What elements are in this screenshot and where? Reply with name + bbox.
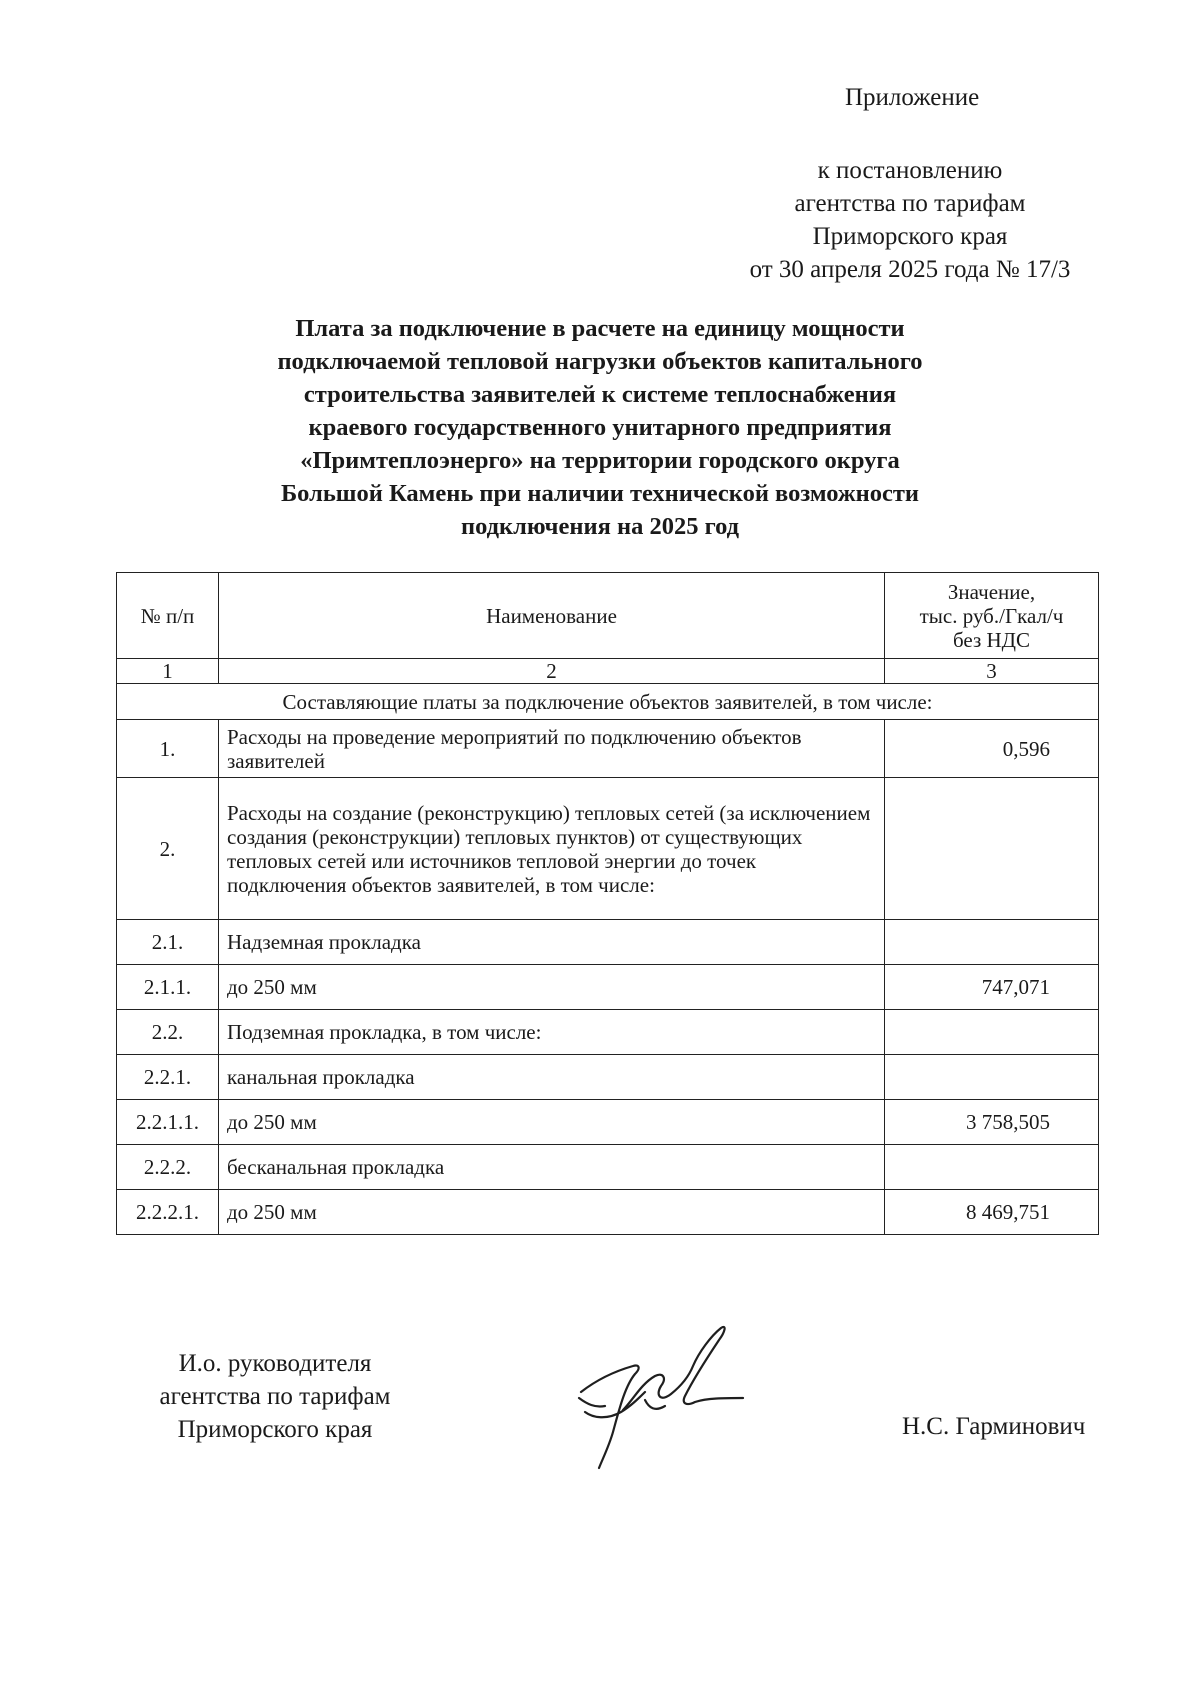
table-row	[117, 1190, 1099, 1235]
header-value-line: без НДС	[952, 627, 1031, 652]
header-name: Наименование	[219, 573, 885, 659]
row-value	[885, 778, 1099, 920]
title-line: «Примтеплоэнерго» на территории городского округа	[300, 447, 900, 474]
position-line: агентства по тарифам	[159, 1383, 391, 1410]
section-label: Составляющие платы за подключение объектов заявителей, в том числе:	[117, 684, 1099, 720]
row-num: 1.	[117, 720, 219, 778]
position-line: Приморского края	[177, 1416, 373, 1443]
table-row	[117, 1145, 1099, 1190]
tariff-table	[116, 572, 1099, 1235]
table-row	[117, 1100, 1099, 1145]
row-value: 747,071	[885, 965, 1099, 1010]
table-row	[117, 778, 1099, 920]
title-line: подключения на 2025 год	[460, 513, 740, 540]
row-name: до 250 мм	[219, 1190, 885, 1235]
row-num: 2.1.1.	[117, 965, 219, 1010]
row-value: 3 758,505	[885, 1100, 1099, 1145]
row-value	[885, 920, 1099, 965]
table-row	[117, 720, 1099, 778]
table-row	[117, 920, 1099, 965]
row-num: 2.2.2.1.	[117, 1190, 219, 1235]
row-value: 8 469,751	[885, 1190, 1099, 1235]
table-row	[117, 1055, 1099, 1100]
position-line: И.о. руководителя	[178, 1350, 372, 1377]
row-num: 2.2.1.1.	[117, 1100, 219, 1145]
column-number-row	[117, 659, 1099, 684]
title-line: Плата за подключение в расчете на единицу мощности	[295, 315, 905, 342]
row-name: до 250 мм	[219, 965, 885, 1010]
title-line: строительства заявителей к системе теплоснабжения	[303, 381, 897, 408]
row-num: 2.	[117, 778, 219, 920]
appendix-title: Приложение	[845, 84, 980, 111]
signatory-position	[120, 1347, 430, 1446]
column-number: 1	[117, 659, 219, 684]
title-line: Большой Камень при наличии технической возможности	[280, 480, 920, 507]
section-row	[117, 684, 1099, 720]
appendix-line: от 30 апреля 2025 года № 17/3	[749, 256, 1071, 283]
row-name: до 250 мм	[219, 1100, 885, 1145]
signatory-name: Н.С. Гарминович	[902, 1413, 1086, 1440]
row-name: канальная прокладка	[219, 1055, 885, 1100]
table-row	[117, 1010, 1099, 1055]
row-value	[885, 1055, 1099, 1100]
row-num: 2.2.1.	[117, 1055, 219, 1100]
row-name: Подземная прокладка, в том числе:	[219, 1010, 885, 1055]
title-line: краевого государственного унитарного предприятия	[308, 414, 892, 441]
appendix-line: Приморского края	[812, 223, 1008, 250]
row-name: Расходы на проведение мероприятий по подключению объектов заявителей	[219, 720, 885, 778]
document-title	[150, 312, 1050, 543]
header-value	[885, 573, 1099, 659]
appendix-reference	[700, 154, 1120, 286]
row-value	[885, 1010, 1099, 1055]
row-name: бесканальная прокладка	[219, 1145, 885, 1190]
row-num: 2.1.	[117, 920, 219, 965]
appendix-line: к постановлению	[817, 157, 1003, 184]
row-name: Надземная прокладка	[219, 920, 885, 965]
column-number: 2	[219, 659, 885, 684]
row-num: 2.2.2.	[117, 1145, 219, 1190]
header-num: № п/п	[117, 573, 219, 659]
handwritten-signature	[575, 1322, 745, 1472]
row-value	[885, 1145, 1099, 1190]
appendix-line: агентства по тарифам	[794, 190, 1026, 217]
table-row	[117, 965, 1099, 1010]
column-number: 3	[885, 659, 1099, 684]
header-value-line: тыс. руб./Гкал/ч	[919, 603, 1064, 628]
row-value: 0,596	[885, 720, 1099, 778]
row-num: 2.2.	[117, 1010, 219, 1055]
title-line: подключаемой тепловой нагрузки объектов капитального	[277, 348, 923, 375]
row-name: Расходы на создание (реконструкцию) тепловых сетей (за исключением создания (реконструкции) тепловых пунктов) от существующих тепловых сетей или источников тепловой энергии до точек подключения объектов заявителей, в том числе:	[219, 778, 885, 920]
header-value-line: Значение,	[947, 579, 1036, 604]
table-header-row	[117, 573, 1099, 659]
